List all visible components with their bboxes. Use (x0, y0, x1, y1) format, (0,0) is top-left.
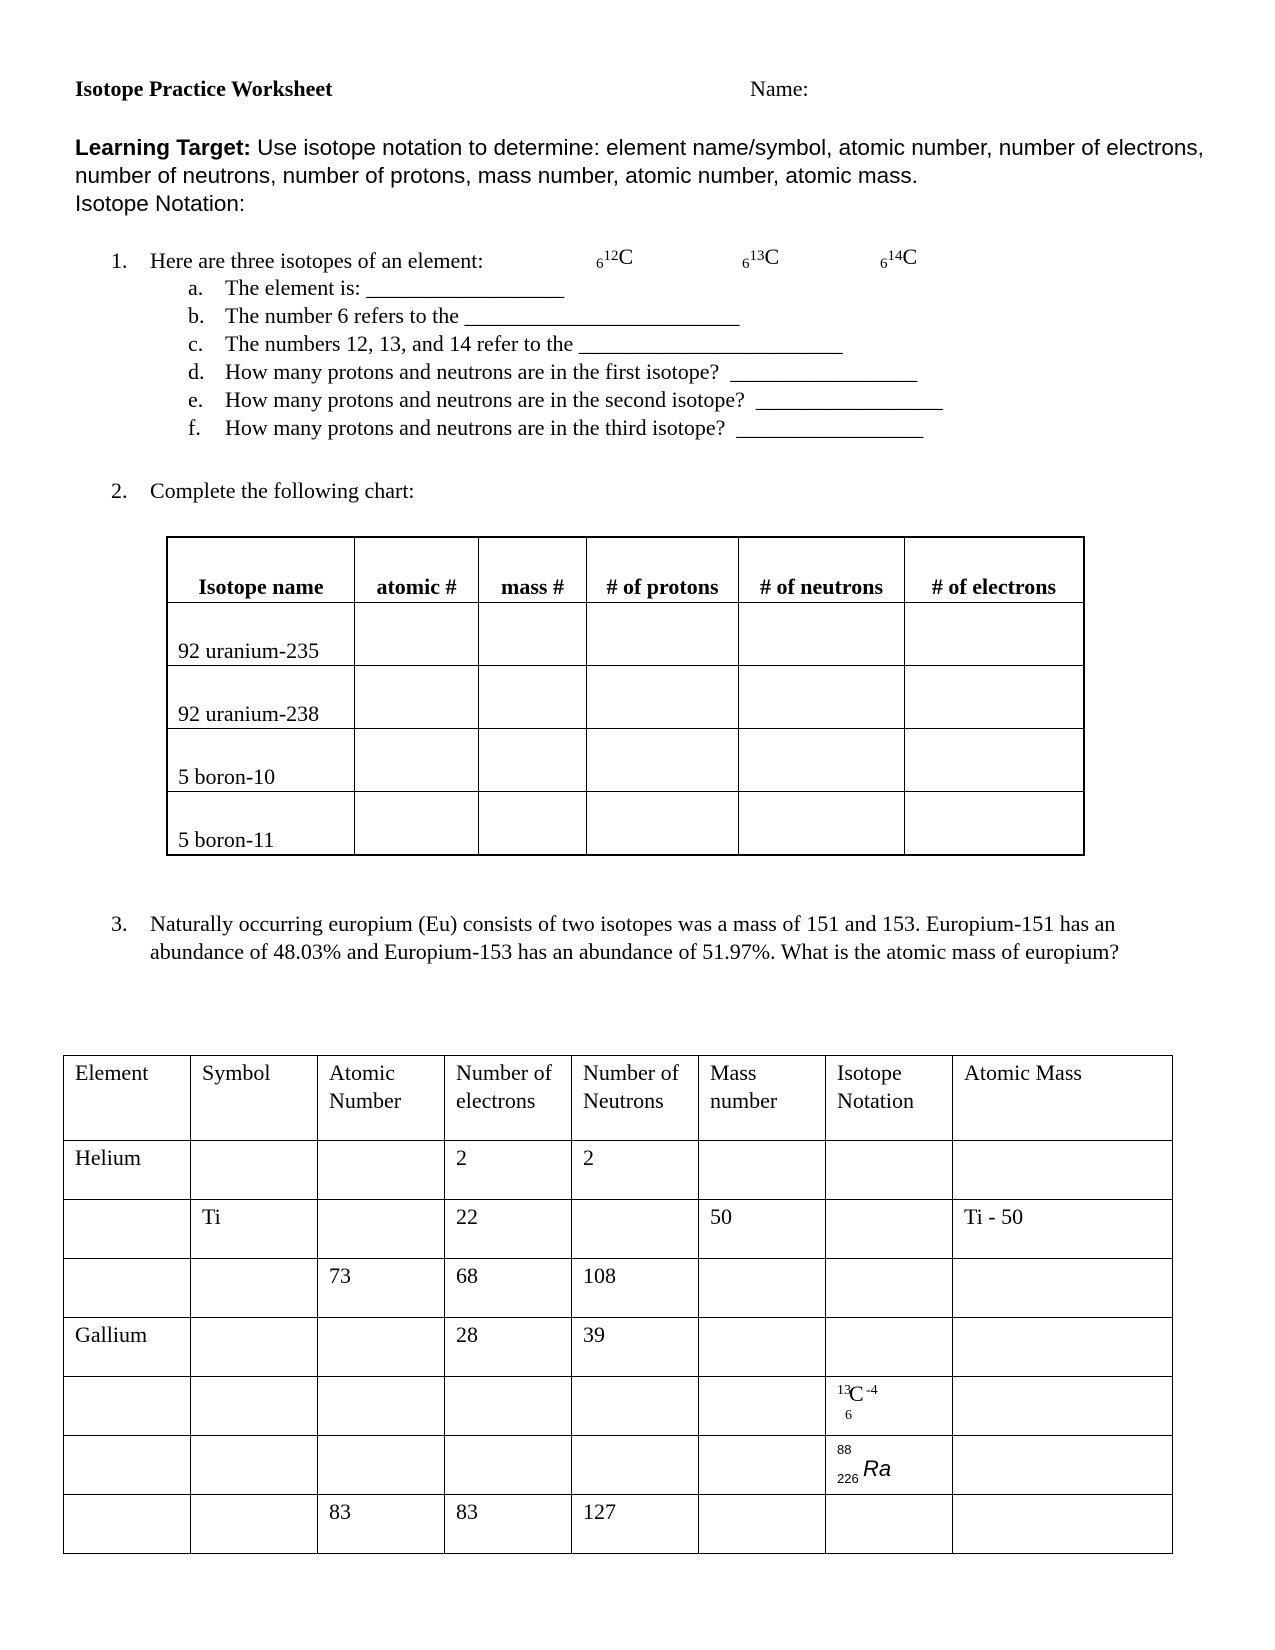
isotope-c12 (596, 244, 633, 270)
chart-cell[interactable] (905, 666, 1085, 729)
etable-row (64, 1200, 1173, 1259)
etable-cell[interactable] (445, 1436, 572, 1495)
etable-cell[interactable] (191, 1141, 318, 1200)
etable-cell[interactable]: 68 (445, 1259, 572, 1318)
etable-cell[interactable] (318, 1200, 445, 1259)
etable-cell[interactable] (699, 1436, 826, 1495)
isotope-atomic-number: 6 (596, 256, 604, 272)
notation-symbol: C (849, 1381, 864, 1406)
chart-cell[interactable] (587, 792, 739, 856)
etable-cell[interactable] (191, 1495, 318, 1554)
notation-bottom: 226 (837, 1471, 859, 1486)
chart-cell[interactable] (355, 603, 479, 666)
isotope-atomic-number: 6 (742, 256, 750, 272)
etable-row (64, 1495, 1173, 1554)
q3-number: 3. (111, 911, 128, 936)
chart-header-isotope-name: Isotope name (167, 537, 355, 603)
etable-cell[interactable] (953, 1436, 1173, 1495)
etable-cell[interactable]: 50 (699, 1200, 826, 1259)
q3-text: Naturally occurring europium (Eu) consists of two isotopes was a mass of 151 and 153. Europium-151 has an abundance of 48.03% and Europium-153 has an abundance of 51.97%. What is the atomic mass of europium? (150, 911, 1120, 964)
isotope-c13 (742, 244, 779, 270)
etable-cell[interactable]: 39 (572, 1318, 699, 1377)
etable-cell[interactable] (953, 1318, 1173, 1377)
notation-atomic: 6 (845, 1408, 852, 1423)
etable-cell[interactable]: 83 (445, 1495, 572, 1554)
etable-cell[interactable] (699, 1259, 826, 1318)
etable-cell[interactable] (64, 1377, 191, 1436)
etable-cell[interactable]: Ti (191, 1200, 318, 1259)
etable-header-mass-number: Mass number (699, 1056, 826, 1141)
etable-cell[interactable] (191, 1259, 318, 1318)
etable-cell[interactable] (191, 1318, 318, 1377)
etable-cell[interactable] (572, 1436, 699, 1495)
etable-cell[interactable] (953, 1141, 1173, 1200)
chart-cell[interactable] (739, 603, 905, 666)
etable-cell[interactable] (699, 1141, 826, 1200)
chart-cell[interactable] (905, 792, 1085, 856)
learning-target-text: Use isotope notation to determine: element name/symbol, atomic number, number of electrons, number of neutrons, number of protons, mass number, atomic number, atomic mass. (75, 135, 1204, 188)
etable-row (64, 1141, 1173, 1200)
q1b-text[interactable]: The number 6 refers to the _________________________ (225, 303, 740, 328)
chart-header-mass: mass # (479, 537, 587, 603)
etable-row (64, 1377, 1173, 1436)
isotope-chart (166, 536, 1085, 856)
element-table-header-row (64, 1056, 1173, 1141)
chart-cell[interactable] (355, 729, 479, 792)
etable-cell[interactable] (318, 1141, 445, 1200)
chart-isotope-name: 92 uranium-238 (167, 666, 355, 729)
etable-header-symbol: Symbol (191, 1056, 318, 1141)
etable-cell[interactable] (826, 1141, 953, 1200)
chart-cell[interactable] (587, 603, 739, 666)
chart-cell[interactable] (587, 729, 739, 792)
etable-cell[interactable]: 2 (572, 1141, 699, 1200)
isotope-atomic-number: 6 (880, 256, 888, 272)
chart-cell[interactable] (739, 666, 905, 729)
etable-cell[interactable]: 28 (445, 1318, 572, 1377)
chart-isotope-name: 5 boron-11 (167, 792, 355, 856)
chart-header-protons: # of protons (587, 537, 739, 603)
chart-isotope-name: 92 uranium-235 (167, 603, 355, 666)
q2-number: 2. (111, 478, 128, 503)
q1b-letter: b. (188, 303, 205, 328)
chart-header-neutrons: # of neutrons (739, 537, 905, 603)
chart-cell[interactable] (479, 729, 587, 792)
chart-cell[interactable] (905, 729, 1085, 792)
chart-cell[interactable] (479, 792, 587, 856)
etable-cell[interactable] (64, 1259, 191, 1318)
q1c-text[interactable]: The numbers 12, 13, and 14 refer to the ________________________ (225, 331, 843, 356)
etable-row (64, 1259, 1173, 1318)
etable-row (64, 1318, 1173, 1377)
chart-cell[interactable] (479, 603, 587, 666)
q1-text: Here are three isotopes of an element: (150, 248, 484, 273)
learning-target (75, 134, 1205, 218)
etable-cell[interactable]: 22 (445, 1200, 572, 1259)
chart-cell[interactable] (355, 792, 479, 856)
etable-cell[interactable] (953, 1495, 1173, 1554)
isotope-symbol: C (618, 244, 634, 269)
chart-header-electrons: # of electrons (905, 537, 1085, 603)
etable-cell[interactable] (953, 1259, 1173, 1318)
etable-cell[interactable] (953, 1377, 1173, 1436)
chart-header-atomic: atomic # (355, 537, 479, 603)
q1-number: 1. (111, 248, 128, 273)
etable-cell[interactable] (826, 1200, 953, 1259)
chart-cell[interactable] (479, 666, 587, 729)
etable-cell[interactable] (826, 1318, 953, 1377)
isotope-symbol: C (764, 244, 780, 269)
chart-header-row (167, 537, 1084, 603)
q1d-letter: d. (188, 359, 205, 384)
etable-cell[interactable] (572, 1200, 699, 1259)
chart-row (167, 792, 1084, 856)
etable-row (64, 1436, 1173, 1495)
etable-header-isotope-notation: Isotope Notation (826, 1056, 953, 1141)
q1a-letter: a. (188, 275, 204, 300)
etable-cell[interactable] (64, 1495, 191, 1554)
name-label: Name: (750, 76, 809, 101)
etable-cell[interactable] (826, 1259, 953, 1318)
etable-header-atomic-number: Atomic Number (318, 1056, 445, 1141)
etable-cell[interactable]: 127 (572, 1495, 699, 1554)
q1f-text[interactable]: How many protons and neutrons are in the third isotope? _________________ (225, 415, 924, 440)
etable-cell[interactable]: Ti - 50 (953, 1200, 1173, 1259)
chart-row (167, 603, 1084, 666)
etable-header-atomic-mass: Atomic Mass (953, 1056, 1173, 1141)
etable-cell[interactable]: 83 (318, 1495, 445, 1554)
isotope-c14 (880, 244, 917, 270)
notation-charge: -4 (866, 1383, 878, 1398)
etable-cell[interactable]: 2 (445, 1141, 572, 1200)
chart-cell[interactable] (739, 729, 905, 792)
etable-cell[interactable] (318, 1436, 445, 1495)
isotope-mass-number: 12 (603, 248, 619, 264)
etable-cell[interactable] (191, 1377, 318, 1436)
etable-cell[interactable]: Gallium (64, 1318, 191, 1377)
etable-cell[interactable] (699, 1377, 826, 1436)
q1a-text[interactable]: The element is: __________________ (225, 275, 565, 300)
etable-cell[interactable] (699, 1495, 826, 1554)
etable-cell[interactable]: 73 (318, 1259, 445, 1318)
element-table (63, 1055, 1173, 1554)
worksheet-title: Isotope Practice Worksheet (75, 76, 333, 101)
q1c-letter: c. (188, 331, 204, 356)
chart-cell[interactable] (905, 603, 1085, 666)
etable-cell[interactable] (318, 1318, 445, 1377)
chart-cell[interactable] (587, 666, 739, 729)
chart-cell[interactable] (739, 792, 905, 856)
etable-header-element: Element (64, 1056, 191, 1141)
isotope-symbol: C (902, 244, 918, 269)
etable-cell[interactable] (191, 1436, 318, 1495)
etable-cell[interactable] (699, 1318, 826, 1377)
etable-cell[interactable]: 108 (572, 1259, 699, 1318)
q1d-text[interactable]: How many protons and neutrons are in the first isotope? _________________ (225, 359, 918, 384)
etable-cell[interactable] (318, 1377, 445, 1436)
etable-cell[interactable] (64, 1200, 191, 1259)
notation-top: 88 (837, 1442, 852, 1457)
etable-cell[interactable] (64, 1436, 191, 1495)
etable-header-electrons: Number of electrons (445, 1056, 572, 1141)
notation-symbol: Ra (863, 1456, 892, 1481)
chart-row (167, 666, 1084, 729)
chart-cell[interactable] (355, 666, 479, 729)
isotope-notation-ra (837, 1436, 952, 1488)
etable-cell[interactable] (445, 1377, 572, 1436)
isotope-notation-label: Isotope Notation: (75, 191, 246, 216)
q1f-letter: f. (188, 415, 201, 440)
etable-notation-cell (826, 1436, 953, 1495)
q1e-text[interactable]: How many protons and neutrons are in the second isotope? _________________ (225, 387, 943, 412)
etable-cell[interactable] (572, 1377, 699, 1436)
etable-cell[interactable]: Helium (64, 1141, 191, 1200)
isotope-notation-c13 (837, 1377, 952, 1429)
etable-notation-cell (826, 1377, 953, 1436)
chart-row (167, 729, 1084, 792)
isotope-mass-number: 14 (887, 248, 903, 264)
q2-text: Complete the following chart: (150, 478, 415, 503)
notation-mass: 13 (837, 1383, 851, 1398)
learning-target-label: Learning Target: (75, 135, 251, 160)
chart-isotope-name: 5 boron-10 (167, 729, 355, 792)
q1e-letter: e. (188, 387, 204, 412)
etable-header-neutrons: Number of Neutrons (572, 1056, 699, 1141)
isotope-mass-number: 13 (749, 248, 765, 264)
etable-cell[interactable] (826, 1495, 953, 1554)
